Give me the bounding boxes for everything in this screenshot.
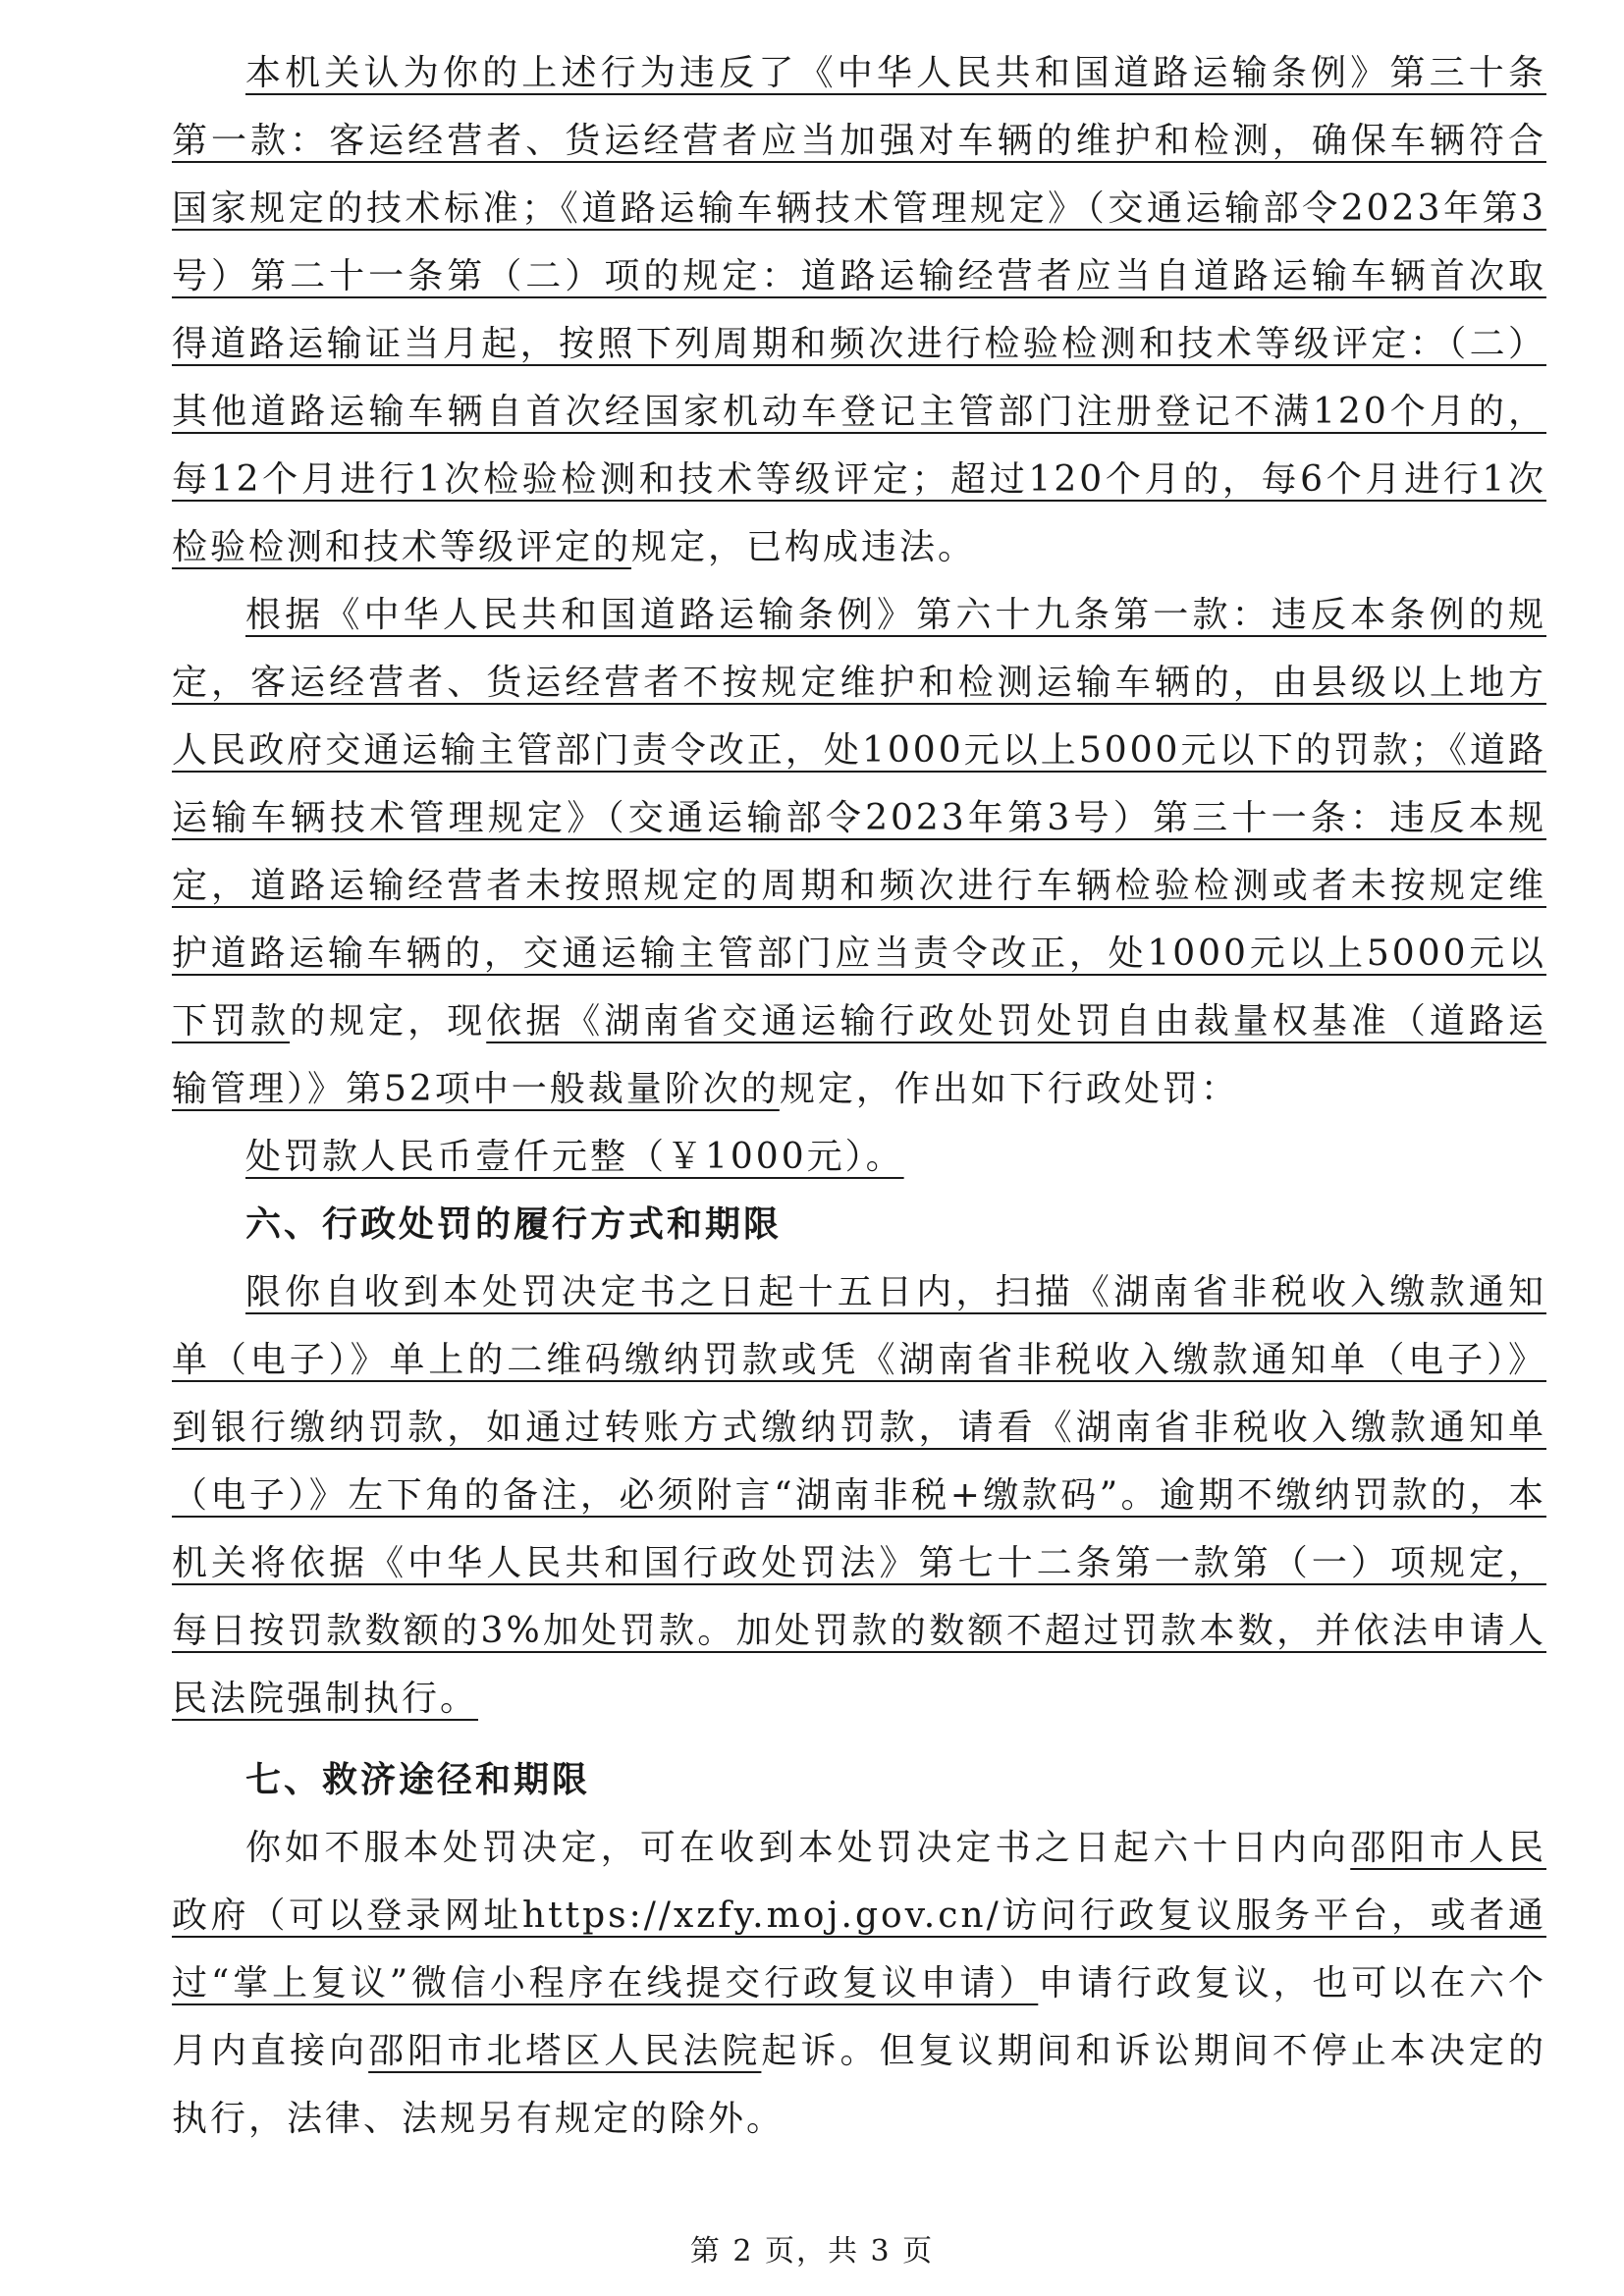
section-heading-7: 七、救济途径和期限 — [245, 1759, 591, 1800]
paragraph-penalty — [172, 1123, 1546, 1191]
underlined-violation-text: 本机关认为你的上述行为违反了《中华人民共和国道路运输条例》第三十条第一款：客运经营者、货运经营者应当加强对车辆的维护和检测，确保车辆符合国家规定的技术标准；《道路运输车辆技术管理规定》（交通运输部令2023年第3号）第二十一条第（二）项的规定：道路运输经营者应当自道路运输车辆首次取得道路运输证当月起，按照下列周期和频次进行检验检测和技术等级评定：（二）其他道路运输车辆自首次经国家机动车登记主管部门注册登记不满120个月的，每12个月进行1次检验检测和技术等级评定；超过120个月的，每6个月进行1次检验检测和技术等级评定的 — [172, 53, 1546, 567]
underlined-court-name: 邵阳市北塔区人民法院 — [368, 2031, 762, 2071]
remedy-middle: 申请行政复议，也可以在六个月内直接向 — [172, 1963, 1546, 2071]
underlined-payment-text: 限你自收到本处罚决定书之日起十五日内，扫描《湖南省非税收入缴款通知单（电子）》单上的二维码缴纳罚款或凭《湖南省非税收入缴款通知单（电子）》到银行缴纳罚款，如通过转账方式缴纳罚款，请看《湖南省非税收入缴款通知单（电子）》左下角的备注，必须附言“湖南非税+缴款码”。逾期不缴纳罚款的，本机关将依据《中华人民共和国行政处罚法》第七十二条第一款第（一）项规定，每日按罚款数额的3%加处罚款。加处罚款的数额不超过罚款本数，并依法申请人民法院强制执行。 — [172, 1272, 1546, 1719]
section-heading-6: 六、行政处罚的履行方式和期限 — [245, 1203, 783, 1245]
legal-basis-conclusion: 规定，作出如下行政处罚： — [779, 1069, 1239, 1109]
paragraph-violation — [172, 39, 1546, 581]
paragraph-legal-basis — [172, 581, 1546, 1123]
violation-conclusion: 规定，已构成违法。 — [631, 527, 977, 567]
document-body — [172, 39, 1546, 2153]
paragraph-remedy — [172, 1814, 1546, 2153]
penalty-amount: 处罚款人民币壹仟元整（￥1000元）。 — [245, 1137, 904, 1177]
underlined-legal-basis-text: 根据《中华人民共和国道路运输条例》第六十九条第一款：违反本条例的规定，客运经营者、货运经营者不按规定维护和检测运输车辆的，由县级以上地方人民政府交通运输主管部门责令改正，处1000元以上5000元以下的罚款；《道路运输车辆技术管理规定》（交通运输部令2023年第3号）第三十一条：违反本规定，道路运输经营者未按照规定的周期和频次进行车辆检验检测或者未按规定维护道路运输车辆的，交通运输主管部门应当责令改正，处1000元以上5000元以下罚款 — [172, 595, 1546, 1041]
paragraph-payment — [172, 1258, 1546, 1733]
legal-basis-connector: 的规定，现 — [290, 1001, 487, 1041]
underlined-discretion-standard: 依据《湖南省交通运输行政处罚处罚自由裁量权基准（道路运输管理）》第52项中一般裁量阶次的 — [172, 1001, 1546, 1109]
remedy-conclusion: 起诉。但复议期间和诉讼期间不停止本决定的执行，法律、法规另有规定的除外。 — [172, 2031, 1546, 2139]
remedy-intro: 你如不服本处罚决定，可在收到本处罚决定书之日起六十日内向 — [245, 1828, 1351, 1868]
spacer — [172, 1733, 1546, 1746]
page-number-footer: 第 2 页，共 3 页 — [689, 2234, 935, 2269]
underlined-review-authority: 邵阳市人民政府（可以登录网址https://xzfy.moj.gov.cn/访问行政复议服务平台，或者通过“掌上复议”微信小程序在线提交行政复议申请） — [172, 1828, 1546, 2003]
